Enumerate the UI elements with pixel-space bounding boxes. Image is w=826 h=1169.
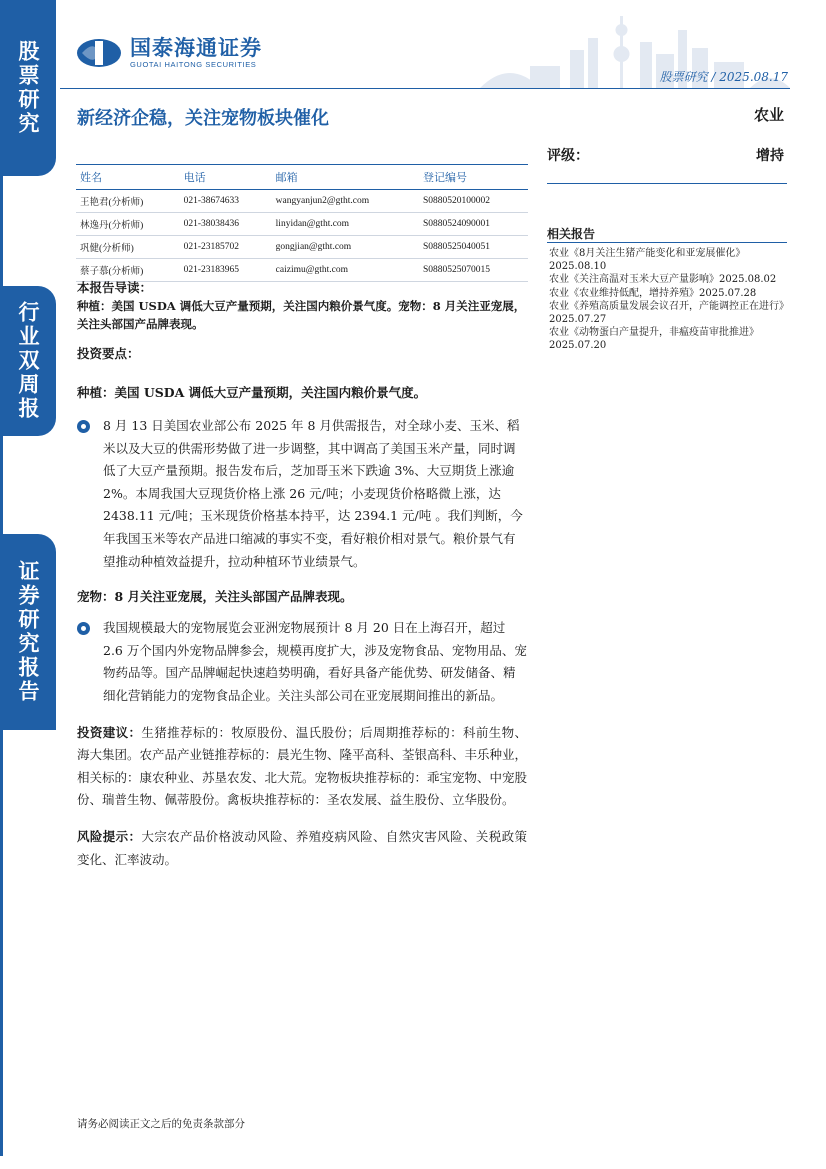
logo-name-en: GUOTAI HAITONG SECURITIES bbox=[130, 60, 257, 69]
column-header: 邮箱 bbox=[272, 165, 419, 190]
related-report-link[interactable]: 农业《农业维持低配，增持养殖》2025.07.28 bbox=[549, 287, 757, 299]
rating-divider bbox=[547, 183, 787, 184]
related-report-link[interactable]: 农业《养殖高质量发展会议召开，产能调控正在进行》2025.07.27 bbox=[549, 301, 789, 325]
table-header-row bbox=[76, 165, 528, 190]
table-row bbox=[76, 213, 528, 236]
sidebar-tab-stock-research bbox=[0, 0, 56, 176]
analyst-reg-number: S0880520100002 bbox=[419, 190, 528, 213]
risk-text: 大宗农产品价格波动风险、养殖疫病风险、自然灾害风险、关税政策变化、汇率波动。 bbox=[77, 828, 527, 867]
related-report-link[interactable]: 农业《关注高温对玉米大豆产量影响》2025.08.02 bbox=[549, 274, 777, 285]
planting-text: 8 月 13 日美国农业部公布 2025 年 8 月供需报告，对全球小麦、玉米、稻米以及大豆的供需形势做了进一步调整，其中调高了美国玉米产量，同时调低了大豆产量预期。报告发布后，芝加哥玉米下跌逾 3%、大豆期货上涨逾 2%。本周我国大豆现货价格上涨 26 元/吨；小麦现货价格略微上涨，达 2438.11 元/吨；玉米现货价格基本持平，达 2394.1 元/吨 。我们判断，今年我国玉米等农产品进口缩减的事实不变，看好粮价相对景气。粮价景气有望推动种植效益提升，拉动种植环节业绩景气。 bbox=[103, 418, 523, 569]
analyst-reg-number: S0880525070015 bbox=[419, 259, 528, 282]
pet-text: 我国规模最大的宠物展览会亚洲宠物展预计 8 月 20 日在上海召开，超过 2.6 万个国内外宠物品牌参会，规模再度扩大，涉及宠物食品、宠物用品、宠物药品等。国产品牌崛起快速趋势明确，看好具备产能优势、研发储备、精细化营销能力的宠物食品企业。关注头部公司在亚宠展期间推出的新品。 bbox=[103, 620, 527, 703]
risk-label: 风险提示： bbox=[77, 828, 142, 844]
guide-heading: 本报告导读： bbox=[77, 280, 153, 295]
guide-text: 种植：美国 USDA 调低大豆产量预期，关注国内粮价景气度。宠物：8 月关注亚宠展，关注头部国产品牌表现。 bbox=[77, 299, 526, 331]
analyst-reg-number: S0880524090001 bbox=[419, 213, 528, 236]
rating-label: 评级： bbox=[547, 148, 589, 164]
risk-warning bbox=[77, 826, 527, 871]
sidebar-tab-label: 证券研究报告 bbox=[16, 560, 40, 704]
analyst-name: 蔡子慕(分析师) bbox=[76, 259, 180, 282]
planting-section-heading: 种植：美国 USDA 调低大豆产量预期，关注国内粮价景气度。 bbox=[77, 385, 427, 400]
related-reports-divider bbox=[547, 242, 787, 243]
logo-icon bbox=[76, 38, 122, 68]
related-report-link[interactable]: 农业《8月关注生猪产能变化和亚宠展催化》2025.08.10 bbox=[549, 248, 746, 272]
sidebar-tab-securities-report bbox=[0, 534, 56, 730]
header-divider bbox=[60, 88, 790, 89]
analyst-reg-number: S0880525040051 bbox=[419, 236, 528, 259]
analyst-table bbox=[76, 164, 528, 282]
column-header: 登记编号 bbox=[419, 165, 528, 190]
logo-name-cn: 国泰海通证券 bbox=[130, 36, 262, 60]
analyst-name: 王艳君(分析师) bbox=[76, 190, 180, 213]
analyst-phone: 021-38038436 bbox=[180, 213, 272, 236]
analyst-phone: 021-38674633 bbox=[180, 190, 272, 213]
column-header: 电话 bbox=[180, 165, 272, 190]
related-reports-list bbox=[549, 248, 789, 353]
pet-bullet bbox=[77, 617, 527, 707]
analyst-email[interactable]: caizimu@gtht.com bbox=[272, 259, 419, 282]
column-header: 姓名 bbox=[76, 165, 180, 190]
analyst-phone: 021-23183965 bbox=[180, 259, 272, 282]
bullet-icon bbox=[77, 622, 90, 635]
industry-label: 农业 bbox=[753, 106, 784, 124]
table-row bbox=[76, 190, 528, 213]
company-logo bbox=[76, 36, 262, 69]
advice-label: 投资建议： bbox=[77, 724, 142, 740]
key-points-heading: 投资要点： bbox=[77, 346, 140, 361]
analyst-name: 林逸丹(分析师) bbox=[76, 213, 180, 236]
rating-value: 增持 bbox=[756, 148, 784, 164]
sidebar-tab-biweekly bbox=[0, 286, 56, 436]
analyst-name: 巩健(分析师) bbox=[76, 236, 180, 259]
advice-text: 生猪推荐标的：牧原股份、温氏股份；后周期推荐标的：科前生物、海大集团。农产品产业链推荐标的：晨光生物、隆平高科、荃银高科、丰乐种业，相关标的：康农种业、苏垦农发、北大荒。宠物板块推荐标的：乖宝宠物、中宠股份、瑞普生物、佩蒂股份。禽板块推荐标的：圣农发展、益生股份、立华股份。 bbox=[77, 724, 528, 808]
report-body bbox=[77, 279, 527, 871]
analyst-email[interactable]: wangyanjun2@gtht.com bbox=[272, 190, 419, 213]
sidebar-tab-label: 股票研究 bbox=[16, 40, 40, 136]
disclaimer-footer: 请务必阅读正文之后的免责条款部分 bbox=[77, 1118, 245, 1130]
planting-bullet bbox=[77, 415, 527, 573]
analyst-email[interactable]: gongjian@gtht.com bbox=[272, 236, 419, 259]
page-title: 新经济企稳，关注宠物板块催化 bbox=[77, 108, 329, 129]
related-reports-heading: 相关报告 bbox=[547, 227, 596, 241]
table-row bbox=[76, 236, 528, 259]
bullet-icon bbox=[77, 420, 90, 433]
related-report-link[interactable]: 农业《动物蛋白产量提升，非瘟疫苗审批推进》2025.07.20 bbox=[549, 327, 759, 351]
pet-section-heading: 宠物：8 月关注亚宠展，关注头部国产品牌表现。 bbox=[77, 589, 353, 605]
investment-advice bbox=[77, 722, 527, 812]
analyst-phone: 021-23185702 bbox=[180, 236, 272, 259]
sidebar-tab-label: 行业双周报 bbox=[16, 301, 40, 421]
analyst-email[interactable]: linyidan@gtht.com bbox=[272, 213, 419, 236]
report-meta: 股票研究 / 2025.08.17 bbox=[659, 70, 788, 84]
